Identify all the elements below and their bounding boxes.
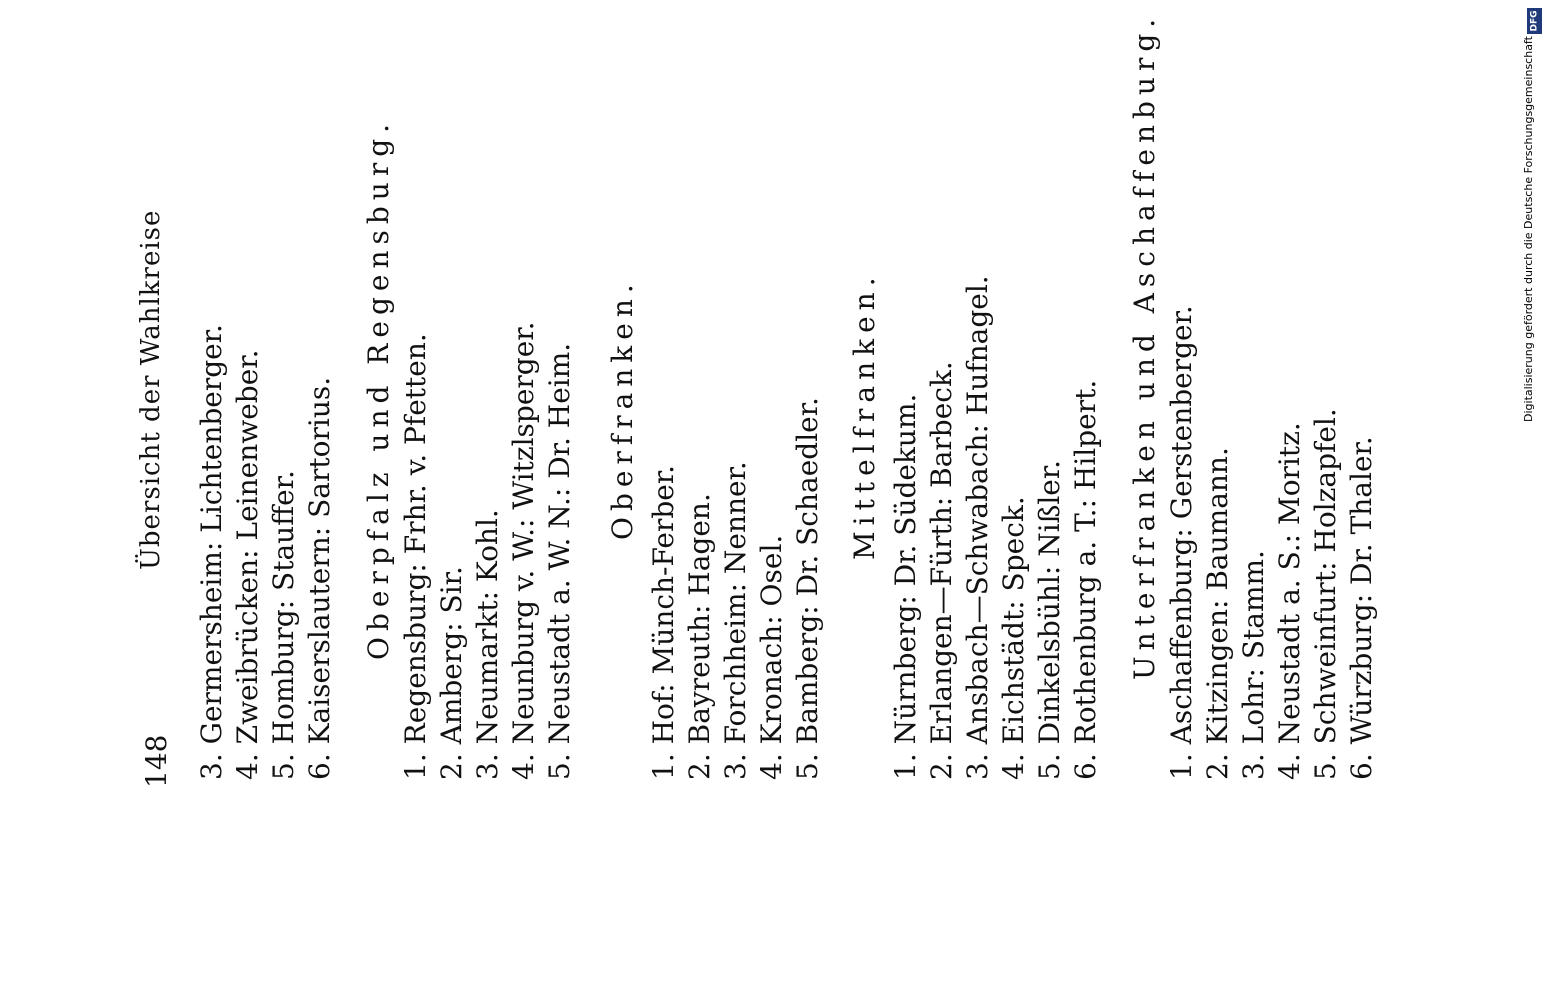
- list-item: 5. Schweinfurt: Holzapfel.: [1309, 408, 1342, 780]
- dfg-label: DFG: [1529, 10, 1540, 32]
- list-item: 4. Kronach: Osel.: [755, 534, 788, 780]
- digitization-credit: [1522, 36, 1542, 430]
- list-item: 2. Kitzingen: Baumann.: [1201, 447, 1234, 780]
- credit-text: Digitalisierung gefördert durch die Deutsche Forschungsgemeinschaft: [1522, 36, 1535, 422]
- list-item: 4. Neunburg v. W.: Witzlsperger.: [507, 321, 540, 780]
- list-item: 3. Neumarkt: Kohl.: [471, 509, 504, 780]
- list-item: 5. Neustadt a. W. N.: Dr. Heim.: [543, 342, 576, 780]
- list-item: 3. Forchheim: Nenner.: [719, 461, 752, 780]
- list-item: 3. Germersheim: Lichtenberger.: [195, 324, 228, 780]
- list-item: 2. Bayreuth: Hagen.: [683, 493, 716, 780]
- list-item: 6. Würzburg: Dr. Thaler.: [1345, 436, 1378, 780]
- list-item: 1. Hof: Münch-Ferber.: [647, 464, 680, 780]
- list-item: 3. Lohr: Stamm.: [1237, 550, 1270, 780]
- list-item: 2. Erlangen—Fürth: Barbeck.: [925, 361, 958, 780]
- dfg-logo: [1527, 8, 1542, 34]
- page-number: 148: [140, 734, 173, 788]
- list-item: 4. Eichstädt: Speck.: [997, 496, 1030, 780]
- list-item: 2. Amberg: Sir.: [435, 566, 468, 780]
- list-item: 1. Nürnberg: Dr. Südekum.: [889, 393, 922, 780]
- list-item: 6. Rothenburg a. T.: Hilpert.: [1069, 379, 1102, 780]
- running-head: Übersicht der Wahlkreise: [136, 209, 166, 570]
- list-item: 3. Ansbach—Schwabach: Hufnagel.: [961, 275, 994, 780]
- list-item: 5. Bamberg: Dr. Schaedler.: [791, 397, 824, 780]
- list-item: 6. Kaiserslautern: Sartorius.: [303, 376, 336, 780]
- list-item: 5. Dinkelsbühl: Nißler.: [1033, 459, 1066, 780]
- section-heading-oberfranken: Oberfranken.: [606, 278, 639, 540]
- list-item: 5. Homburg: Stauffer.: [267, 470, 300, 780]
- section-heading-unterfranken: Unterfranken und Aschaffenburg.: [1128, 12, 1161, 680]
- list-item: 4. Zweibrücken: Leinenweber.: [231, 349, 264, 780]
- list-item: 1. Regensburg: Frhr. v. Pfetten.: [399, 333, 432, 780]
- section-heading-oberpfalz: Oberpfalz und Regensburg.: [362, 117, 395, 660]
- section-heading-mittelfranken: Mittelfranken.: [848, 271, 881, 560]
- list-item: 1. Aschaffenburg: Gerstenberger.: [1165, 305, 1198, 780]
- list-item: 4. Neustadt a. S.: Moritz.: [1273, 422, 1306, 780]
